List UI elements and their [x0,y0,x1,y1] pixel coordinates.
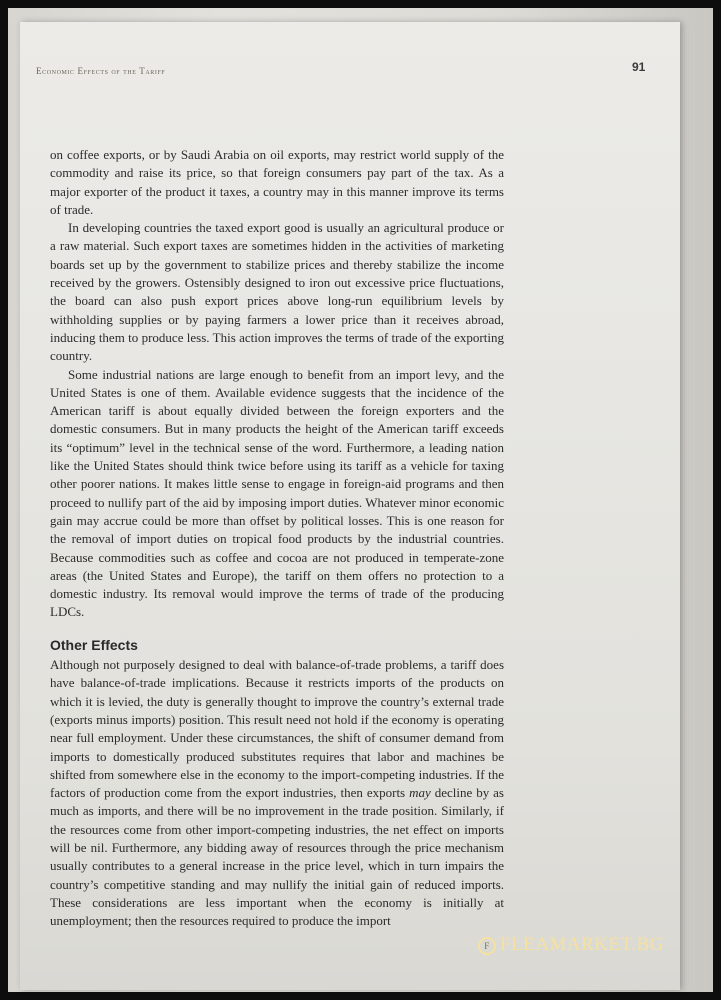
watermark-logo-icon: F [478,937,496,955]
watermark [478,934,664,956]
paragraph-continued: on coffee exports, or by Saudi Arabia on oil exports, may restrict world supply of the commodity and raise its price, so that foreign consumers pay part of the tax. As a major exporter of the product it taxes, a country may in this manner improve its terms of trade. [50,147,504,217]
paragraph-text-part-2: decline by as much as imports, and there will be no improvement in the trade position. Similarly, if the resources come from other import-competing industries, the net effect on imports will be nil. Furthermore, any bidding away of resources through the price mechanism usually contributes to a general increase in the price level, which in turn impairs the country’s competitive standing and may nullify the initial gain of reduced imports. These considerations are less important when the economy is initially at unemployment; then the resources required to produce the import [50,785,504,929]
page-body [50,146,504,930]
paragraph-other-effects [50,656,504,930]
paragraph-text-part-1: Although not purposely designed to deal with balance-of-trade problems, a tariff does have balance-of-trade implications. Because it restricts imports of the products on which it is levied, the duty is generally thought to improve the country’s external trade (exports minus imports) position. This result need not hold if the economy is operating near full employment. Under these circumstances, the shift of consumer demand from imports to domestically produced substitutes requires that labor and machines be shifted from somewhere else in the economy to the import-competing industries. If the factors of production come from the export industries, then exports [50,657,504,801]
paragraph-developing-countries: In developing countries the taxed export good is usually an agricultural produce or a raw material. Such export taxes are sometimes hidden in the activities of marketing boards set up by the government to stabilize prices and thereby stabilize the income received by the growers. Ostensibly designed to iron out excessive price fluctuations, the board can also push export prices above long-run equilibrium levels by withholding supplies or by paying farmers a lower price than it receives abroad, inducing them to produce less. This action improves the terms of trade of the exporting country. [50,220,504,364]
emphasis-may: may [409,785,431,801]
paragraph-industrial-nations: Some industrial nations are large enough to benefit from an import levy, and the United States is one of them. Available evidence suggests that the incidence of the American tariff is about equally divided between the foreign exporters and the domestic consumers. But in many products the height of the American tariff exceeds its “optimum” level in the technical sense of the word. Furthermore, a leading nation like the United States should think twice before using its tariff as a vehicle for taxing other poorer nations. It makes little sense to engage in foreign-aid programs and then proceed to nullify part of the aid by imposing import duties. Whatever minor economic gain may accrue could be more than offset by political losses. This is one reason for the removal of import duties on tropical food products by the industrial countries. Because commodities such as coffee and cocoa are not produced in temperate-zone areas (the United States and Europe), the tariff on them offers no protection to a domestic industry. Its removal would improve the terms of trade of the producing LDCs. [50,366,504,620]
watermark-text: FLEAMARKET.BG [500,934,664,955]
section-heading: Other Effects [50,636,138,653]
page-number: 91 [632,60,646,74]
running-head: Economic Effects of the Tariff [36,66,166,76]
book-page-edges [680,30,694,985]
